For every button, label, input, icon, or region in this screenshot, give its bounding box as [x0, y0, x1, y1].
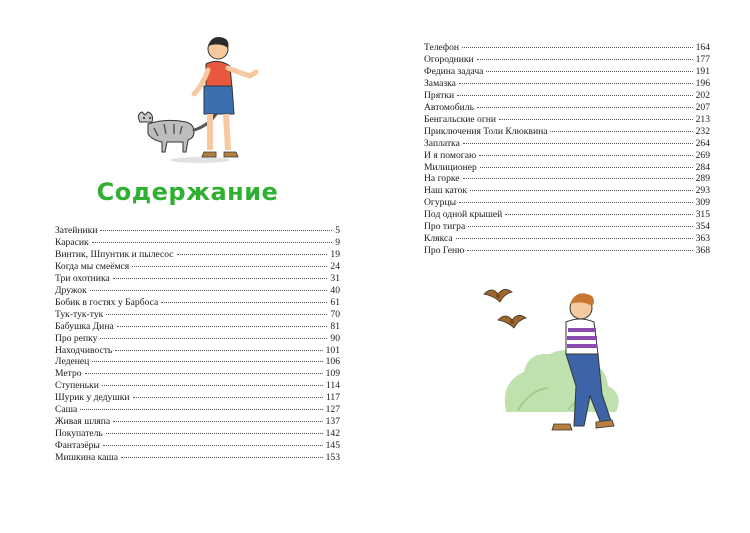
- toc-entry-title: Федина задача: [424, 65, 484, 77]
- toc-entry[interactable]: [424, 197, 710, 209]
- toc-entry[interactable]: [55, 368, 340, 380]
- toc-entry[interactable]: [424, 90, 710, 102]
- leader-dots: [113, 278, 328, 279]
- toc-entry-page: 284: [695, 161, 710, 173]
- toc-entry-title: Метро: [55, 368, 82, 380]
- toc-entry[interactable]: [424, 42, 710, 54]
- toc-entry-page: 354: [695, 221, 710, 233]
- toc-entry-title: Живая шляпа: [55, 416, 111, 428]
- toc-entry[interactable]: [424, 221, 710, 233]
- toc-entry-page: 19: [330, 248, 340, 260]
- toc-entry[interactable]: [424, 162, 710, 174]
- toc-entry-title: Про Геню: [424, 245, 465, 257]
- leader-dots: [106, 433, 323, 434]
- toc-entry[interactable]: [55, 321, 340, 333]
- leader-dots: [92, 361, 322, 362]
- cat-figure: [138, 112, 216, 152]
- leader-dots: [161, 302, 327, 303]
- leader-dots: [477, 107, 693, 108]
- toc-entry[interactable]: [55, 249, 340, 261]
- toc-entry[interactable]: [55, 380, 340, 392]
- toc-entry-title: Клякса: [424, 233, 453, 245]
- leader-dots: [132, 266, 327, 267]
- toc-entry-page: 145: [325, 440, 340, 452]
- toc-entry-title: На горке: [424, 173, 460, 185]
- toc-entry[interactable]: [55, 356, 340, 368]
- toc-entry-page: 142: [325, 428, 340, 440]
- toc-entry[interactable]: [424, 245, 710, 257]
- leader-dots: [468, 226, 692, 227]
- leader-dots: [480, 167, 693, 168]
- toc-entry-page: 127: [325, 404, 340, 416]
- bird-figure: [484, 289, 512, 302]
- leader-dots: [467, 250, 692, 251]
- toc-entry[interactable]: [424, 138, 710, 150]
- toc-entry-page: 196: [695, 77, 710, 89]
- toc-entry-page: 153: [325, 452, 340, 464]
- leader-dots: [459, 83, 693, 84]
- boy-with-birds-illustration: [478, 280, 628, 450]
- leader-dots: [121, 457, 323, 458]
- toc-entry-page: 213: [695, 113, 710, 125]
- toc-entry[interactable]: [424, 150, 710, 162]
- toc-entry[interactable]: [424, 66, 710, 78]
- bird-figure: [498, 315, 526, 328]
- leader-dots: [463, 143, 693, 144]
- toc-entry-title: Мишкина каша: [55, 452, 119, 464]
- toc-entry[interactable]: [424, 54, 710, 66]
- toc-entry[interactable]: [424, 102, 710, 114]
- toc-entry-title: Телефон: [424, 42, 460, 53]
- toc-entry-page: 9: [335, 236, 340, 248]
- leader-dots: [113, 421, 322, 422]
- toc-entry-title: Бенгальские огни: [424, 113, 497, 125]
- leader-dots: [550, 131, 692, 132]
- toc-entry-page: 24: [330, 260, 340, 272]
- leader-dots: [479, 155, 692, 156]
- toc-entry-title: Огородники: [424, 53, 474, 65]
- toc-entry-page: 177: [695, 53, 710, 65]
- leader-dots: [457, 95, 692, 96]
- toc-entry-title: Заплатка: [424, 137, 460, 149]
- toc-entry-title: Про репку: [55, 332, 98, 344]
- toc-entry-title: Карасик: [55, 236, 89, 248]
- toc-entry[interactable]: [55, 297, 340, 309]
- toc-entry-page: 293: [695, 185, 710, 197]
- toc-entry[interactable]: [55, 392, 340, 404]
- leader-dots: [477, 59, 693, 60]
- toc-entry-page: 106: [325, 356, 340, 368]
- toc-entry-page: 315: [695, 209, 710, 221]
- toc-entry[interactable]: [55, 333, 340, 345]
- toc-entry[interactable]: [55, 404, 340, 416]
- toc-entry-page: 264: [695, 137, 710, 149]
- page-title: Содержание: [96, 178, 279, 206]
- toc-entry[interactable]: [424, 114, 710, 126]
- toc-entry-page: 137: [325, 416, 340, 428]
- toc-entry-title: Прятки: [424, 89, 455, 101]
- toc-entry-title: Под одной крышей: [424, 209, 503, 221]
- toc-entry-title: Саша: [55, 404, 78, 416]
- toc-entry-page: 81: [330, 320, 340, 332]
- toc-entry-page: 109: [325, 368, 340, 380]
- toc-entry-title: Шурик у дедушки: [55, 392, 130, 404]
- toc-entry[interactable]: [55, 237, 340, 249]
- toc-entry-page: 309: [695, 197, 710, 209]
- toc-entry-title: Леденец: [55, 356, 90, 368]
- toc-entry-title: Три охотника: [55, 272, 110, 284]
- toc-entry[interactable]: [55, 345, 340, 357]
- toc-entry[interactable]: [55, 261, 340, 273]
- toc-entry-page: 40: [330, 284, 340, 296]
- toc-entry-title: Фантазёры: [55, 440, 100, 452]
- leader-dots: [462, 47, 693, 48]
- toc-entry-page: 368: [695, 245, 710, 257]
- toc-entry[interactable]: [55, 452, 340, 464]
- toc-entry-title: Автомобиль: [424, 101, 474, 113]
- toc-entry-title: Тук-тук-тук: [55, 308, 104, 320]
- leader-dots: [456, 238, 693, 239]
- boy-figure: [194, 37, 256, 157]
- leader-dots: [463, 178, 693, 179]
- leader-dots: [117, 326, 328, 327]
- toc-entry[interactable]: [424, 185, 710, 197]
- leader-dots: [499, 119, 693, 120]
- toc-entry-page: 101: [325, 344, 340, 356]
- toc-entry-page: 207: [695, 101, 710, 113]
- toc-entry[interactable]: [424, 209, 710, 221]
- toc-entry-title: Находчивость: [55, 344, 113, 356]
- toc-entry[interactable]: [55, 416, 340, 428]
- toc-entry-title: Бобик в гостях у Барбоса: [55, 296, 159, 308]
- toc-entry[interactable]: [55, 285, 340, 297]
- toc-entry[interactable]: [55, 225, 340, 237]
- toc-entry-page: 5: [335, 225, 340, 236]
- leader-dots: [85, 373, 323, 374]
- toc-entry-title: Милиционер: [424, 161, 477, 173]
- toc-entry-page: 191: [695, 65, 710, 77]
- toc-entry[interactable]: [55, 273, 340, 285]
- boy-with-cat-illustration: [130, 36, 260, 166]
- leader-dots: [505, 214, 692, 215]
- toc-entry-page: 114: [325, 380, 340, 392]
- leader-dots: [100, 230, 332, 231]
- toc-entry-title: Огурцы: [424, 197, 457, 209]
- toc-entry-page: 31: [330, 272, 340, 284]
- toc-entry-page: 202: [695, 89, 710, 101]
- toc-entry[interactable]: [424, 233, 710, 245]
- leader-dots: [470, 190, 693, 191]
- toc-entry-title: Замазка: [424, 77, 456, 89]
- toc-entry-title: Приключения Толи Клюквина: [424, 125, 548, 137]
- leader-dots: [80, 409, 322, 410]
- toc-entry-title: Дружок: [55, 284, 87, 296]
- toc-entry[interactable]: [424, 126, 710, 138]
- toc-entry-page: 269: [695, 149, 710, 161]
- leader-dots: [100, 338, 327, 339]
- leader-dots: [103, 445, 323, 446]
- toc-entry-title: Когда мы смеёмся: [55, 260, 130, 272]
- toc-entry-page: 289: [695, 173, 710, 185]
- toc-entry-title: Затейники: [55, 225, 98, 236]
- toc-entry[interactable]: [424, 173, 710, 185]
- toc-entry-page: 90: [330, 332, 340, 344]
- toc-entry-page: 70: [330, 308, 340, 320]
- toc-entry-page: 164: [695, 42, 710, 53]
- leader-dots: [115, 350, 322, 351]
- toc-entry-title: Про тигра: [424, 221, 466, 233]
- toc-entry-page: 61: [330, 296, 340, 308]
- toc-right-column: [424, 42, 710, 257]
- toc-entry-title: Винтик, Шпунтик и пылесос: [55, 248, 174, 260]
- toc-entry[interactable]: [424, 78, 710, 90]
- toc-entry-title: Бабушка Дина: [55, 320, 114, 332]
- toc-entry[interactable]: [55, 428, 340, 440]
- toc-entry-title: И я помогаю: [424, 149, 477, 161]
- leader-dots: [459, 202, 693, 203]
- leader-dots: [102, 385, 323, 386]
- toc-entry-page: 117: [325, 392, 340, 404]
- leader-dots: [177, 254, 328, 255]
- toc-left-column: [55, 225, 340, 464]
- leader-dots: [133, 397, 323, 398]
- toc-entry[interactable]: [55, 440, 340, 452]
- toc-entry-title: Наш каток: [424, 185, 468, 197]
- leader-dots: [106, 314, 327, 315]
- leader-dots: [92, 242, 333, 243]
- leader-dots: [90, 290, 328, 291]
- toc-entry-title: Покупатель: [55, 428, 103, 440]
- toc-entry-title: Ступеньки: [55, 380, 99, 392]
- toc-entry[interactable]: [55, 309, 340, 321]
- leader-dots: [486, 71, 692, 72]
- toc-entry-page: 363: [695, 233, 710, 245]
- toc-entry-page: 232: [695, 125, 710, 137]
